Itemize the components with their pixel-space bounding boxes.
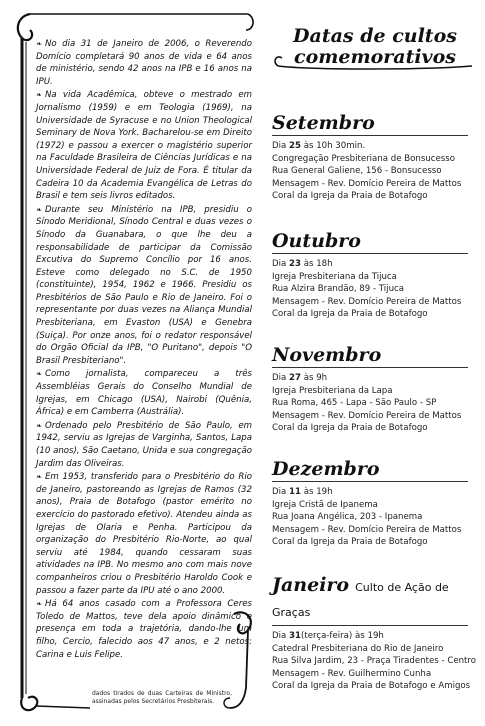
church-address: Rua Alzira Brandão, 89 - Tijuca — [272, 284, 405, 295]
church-address: Rua General Galiene, 156 - Bonsucesso — [272, 166, 442, 177]
date-line: Dia 11 às 19h — [272, 487, 333, 497]
month-title: Outubro — [272, 230, 361, 252]
biography-scroll — [8, 8, 258, 716]
month-divider — [272, 253, 468, 254]
service-dates-column — [268, 0, 480, 726]
sermon-speaker: Mensagem - Rev. Domício Pereira de Mattos — [272, 178, 462, 189]
church-address: Rua Silva Jardim, 23 - Praça Tiradentes - Centro — [272, 656, 477, 667]
month-title: Dezembro — [272, 458, 380, 480]
bio-paragraph: ❧ Como jornalista, compareceu a três Assembléias Gerais do Conselho Mundial de Igrejas, em Chicago (USA), Nairobi (Quênia, África) e em Camberra (Austrália). — [36, 369, 252, 418]
date-line: Dia 27 às 9h — [272, 373, 328, 383]
title-line-2: comemorativos — [294, 46, 456, 68]
month-block-setembro — [272, 112, 478, 203]
bullet-icon: ❧ — [36, 40, 42, 48]
month-block-dezembro — [272, 458, 478, 549]
month-name: Janeiro — [272, 574, 350, 596]
choir: Coral da Igreja da Praia de Botafogo e Amigos — [272, 681, 471, 692]
month-info — [272, 630, 478, 693]
bio-paragraph: ❧ Na vida Acadêmica, obteve o mestrado em Jornalismo (1959) e em Teologia (1969), na Universidade de Syracuse e no Union Theological Seminary de Nova York. Bacharelou-se em Direito (1972) e passou a exercer o magistério superior na Faculdade Brasileira de Ciências Jurídicas e na Universidade Federal de Juiz de Fora. É titular da Cadeira 10 da Academia Evangélica de Letras do Brasil e tem seis livros editados. — [36, 90, 252, 202]
choir: Coral da Igreja da Praia de Botafogo — [272, 191, 428, 202]
month-block-outubro — [272, 230, 478, 321]
church-name: Congregação Presbiteriana de Bonsucesso — [272, 153, 455, 164]
church-name: Igreja Presbiteriana da Tijuca — [272, 271, 397, 282]
sermon-speaker: Mensagem - Rev. Domício Pereira de Mattos — [272, 524, 462, 535]
bullet-icon: ❧ — [36, 421, 42, 430]
month-title: Novembro — [272, 344, 382, 366]
church-address: Rua Roma, 465 - Lapa - São Paulo - SP — [272, 398, 437, 409]
date-line: Dia 25 às 10h 30min. — [272, 141, 366, 151]
source-footnote: dados tirados de duas Carteiras de Ministro, assinadas pelos Secretários Presbiterais. — [92, 690, 232, 705]
bullet-icon: ❧ — [36, 205, 42, 214]
bio-paragraph: ❧ Há 64 anos casado com a Professora Ceres Toledo de Mattos, teve dela apoio dinâmico e presença em toda a trajetória, dando-lhe um filho, Cercio, falecido aos 47 anos, e 2 netos: Carina e Luis Felipe. — [36, 599, 252, 660]
choir: Coral da Igreja da Praia de Botafogo — [272, 537, 428, 548]
bullet-icon: ❧ — [36, 91, 42, 100]
church-name: Igreja Cristã de Ipanema — [272, 499, 378, 510]
month-divider — [272, 135, 468, 136]
church-name: Catedral Presbiteriana do Rio de Janeiro — [272, 643, 444, 654]
biography-text — [36, 38, 252, 662]
sermon-speaker: Mensagem - Rev. Domício Pereira de Mattos — [272, 410, 462, 421]
month-info — [272, 372, 478, 435]
sermon-speaker: Mensagem - Rev. Domício Pereira de Mattos — [272, 296, 462, 307]
bio-paragraph: ❧ Em 1953, transferido para o Presbitério do Rio de Janeiro, pastoreando as Igrejas de Ramos (32 anos), Praia de Botafogo (pastor emérito no exercício do pastorado efetivo). Atendeu ainda as Igrejas de Olaria e Penha. Participou da organização do Presbitério Rio-Norte, ao qual serviu até 1984, quando cessaram suas atividades na IPB. No mesmo ano com mais nove companheiros criou o Presbitério Haroldo Cook e passou a fazer parte da IPU até o ano 2000. — [36, 472, 252, 596]
month-title: Setembro — [272, 112, 375, 134]
month-divider — [272, 625, 468, 626]
sermon-speaker: Mensagem - Rev. Guilhermino Cunha — [272, 668, 432, 679]
month-block-janeiro — [272, 574, 478, 693]
title-flourish-ornament — [272, 52, 482, 76]
title-line-1: Datas de cultos — [293, 25, 457, 47]
church-address: Rua Joana Angélica, 203 - Ipanema — [272, 512, 423, 523]
service-subtitle: Culto de Ação de Graças — [272, 581, 449, 619]
bullet-icon: ❧ — [36, 600, 42, 609]
month-title — [272, 574, 478, 624]
month-block-novembro — [272, 344, 478, 435]
choir: Coral da Igreja da Praia de Botafogo — [272, 423, 428, 434]
date-line: Dia 31(terça-feira) às 19h — [272, 631, 384, 641]
month-info — [272, 140, 478, 203]
choir: Coral da Igreja da Praia de Botafogo — [272, 309, 428, 320]
bio-paragraph: ❧ No dia 31 de Janeiro de 2006, o Reverendo Domício completará 90 anos de vida e 64 anos de ministério, sendo 42 anos na IPB e 16 anos na IPU. — [36, 39, 252, 87]
month-divider — [272, 481, 468, 482]
bullet-icon: ❧ — [36, 370, 42, 379]
month-info — [272, 258, 478, 321]
month-info — [272, 486, 478, 549]
bio-paragraph: ❧ Durante seu Ministério na IPB, presidiu o Sínodo Meridional, Sínodo Central e duas vezes o Sínodo da Guanabara, o que lhe deu a responsabilidade de participar da Comissão Excutiva do Supremo Concílio por 16 anos. Esteve como delegado no S.C. de 1950 (constituinte), 1954, 1962 e 1966. Presidiu os Presbitérios de São Paulo e Rio de Janeiro. Foi o representante por duas vezes na Aliança Mundial Presbiteriana, em Evaston (USA) e Genebra (Suiça). Por onze anos, foi o redator responsável do Orgão Oficial da IPB, "O Puritano", depois "O Brasil Presbiteriano". — [36, 204, 252, 366]
church-name: Igreja Presbiteriana da Lapa — [272, 385, 393, 396]
bio-paragraph: ❧ Ordenado pelo Presbitério de São Paulo, em 1942, serviu as Igrejas de Varginha, Santos, Lapa (10 anos), São Caetano, Unida e sua congregação Jardim das Oliveiras. — [36, 420, 252, 469]
bullet-icon: ❧ — [36, 473, 42, 482]
month-divider — [272, 367, 468, 368]
date-line: Dia 23 às 18h — [272, 259, 333, 269]
